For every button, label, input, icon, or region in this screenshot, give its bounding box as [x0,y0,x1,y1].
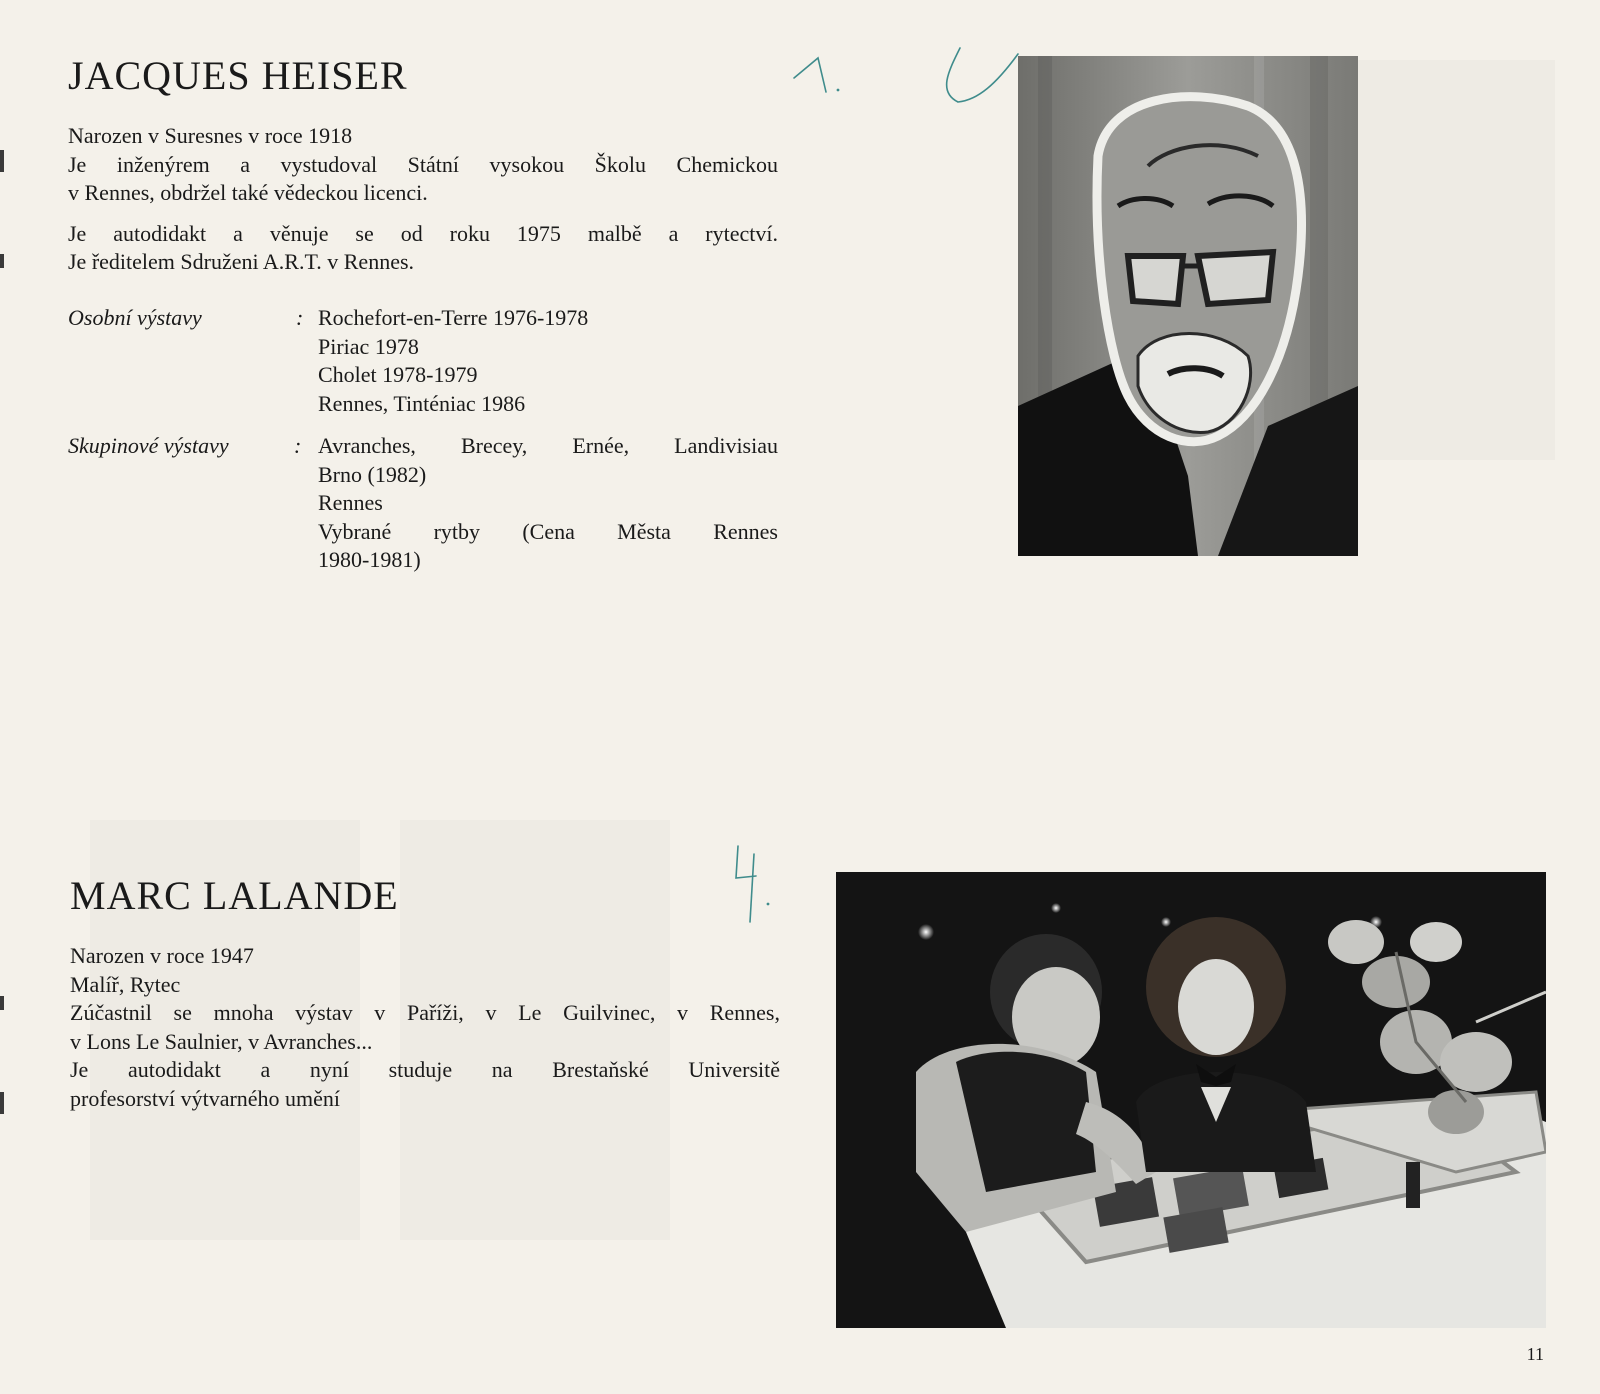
margin-mark [0,254,4,268]
artist-bio [70,942,780,1125]
exhibitions-list [318,432,778,575]
margin-mark [0,1092,4,1114]
bio-line: Malíř, Rytec [70,971,181,997]
margin-mark [0,996,4,1010]
bio-line: profesorství výtvarného umění [70,1085,341,1111]
exhibitions-colon: : [294,433,302,458]
exhibition-item: Piriac 1978 [318,333,419,359]
exhibitions-label: Osobní výstavy [68,305,202,330]
bio-line: Zúčastnil se mnoha výstav v Paříži, v Le Guilvinec, v Rennes, [70,1000,780,1025]
exhibition-item: Vybrané rytby (Cena Města Rennes [318,518,778,544]
bio-paragraph [68,220,778,277]
artist-name: JACQUES HEISER [68,53,408,98]
bio-line: Narozen v Suresnes v roce 1918 [68,123,353,148]
artist-bio [68,122,778,289]
pencil-annotation [790,52,860,102]
bio-paragraph [70,942,780,1113]
exhibition-item: Rochefort-en-Terre 1976-1978 [318,305,589,330]
annotation-mark-4 [734,844,794,924]
exhibition-item: Rennes, Tinténiac 1986 [318,390,526,416]
page-number: 11 [1526,1344,1544,1364]
bio-line: v Lons Le Saulnier, v Avranches... [70,1028,373,1054]
pencil-check-mark [938,44,1028,104]
bio-line: Je ředitelem Sdruženi A.R.T. v Rennes. [68,249,415,274]
exhibitions-colon: : [296,305,304,330]
bio-line: Je autodidakt a nyní studuje na Brestaňské Universitě [70,1057,780,1082]
show-through-block [1335,60,1555,460]
group-exhibitions [68,432,778,582]
artist-name: MARC LALANDE [70,873,399,918]
exhibition-item: 1980-1981) [318,547,421,572]
exhibition-photograph [836,872,1546,1328]
portrait-engraving [1018,56,1358,556]
exhibitions-list [318,304,778,418]
solo-exhibitions [68,304,778,424]
exhibition-item: Cholet 1978-1979 [318,362,478,387]
exhibitions-label: Skupinové výstavy [68,433,229,458]
exhibition-item: Avranches, Brecey, Ernée, Landivisiau [318,433,778,458]
bio-line: Je inženýrem a vystudoval Státní vysokou Školu Chemickou [68,151,778,177]
bio-paragraph [68,122,778,208]
exhibition-item: Rennes [318,490,383,515]
exhibition-item: Brno (1982) [318,461,427,487]
bio-line: Narozen v roce 1947 [70,943,254,968]
annotation-mark-1 [790,52,860,102]
bio-line: v Rennes, obdržel také vědeckou licenci. [68,180,428,205]
bio-line: Je autodidakt a věnuje se od roku 1975 malbě a rytectví. [68,220,778,246]
pencil-annotation [734,844,794,924]
margin-mark [0,150,4,172]
